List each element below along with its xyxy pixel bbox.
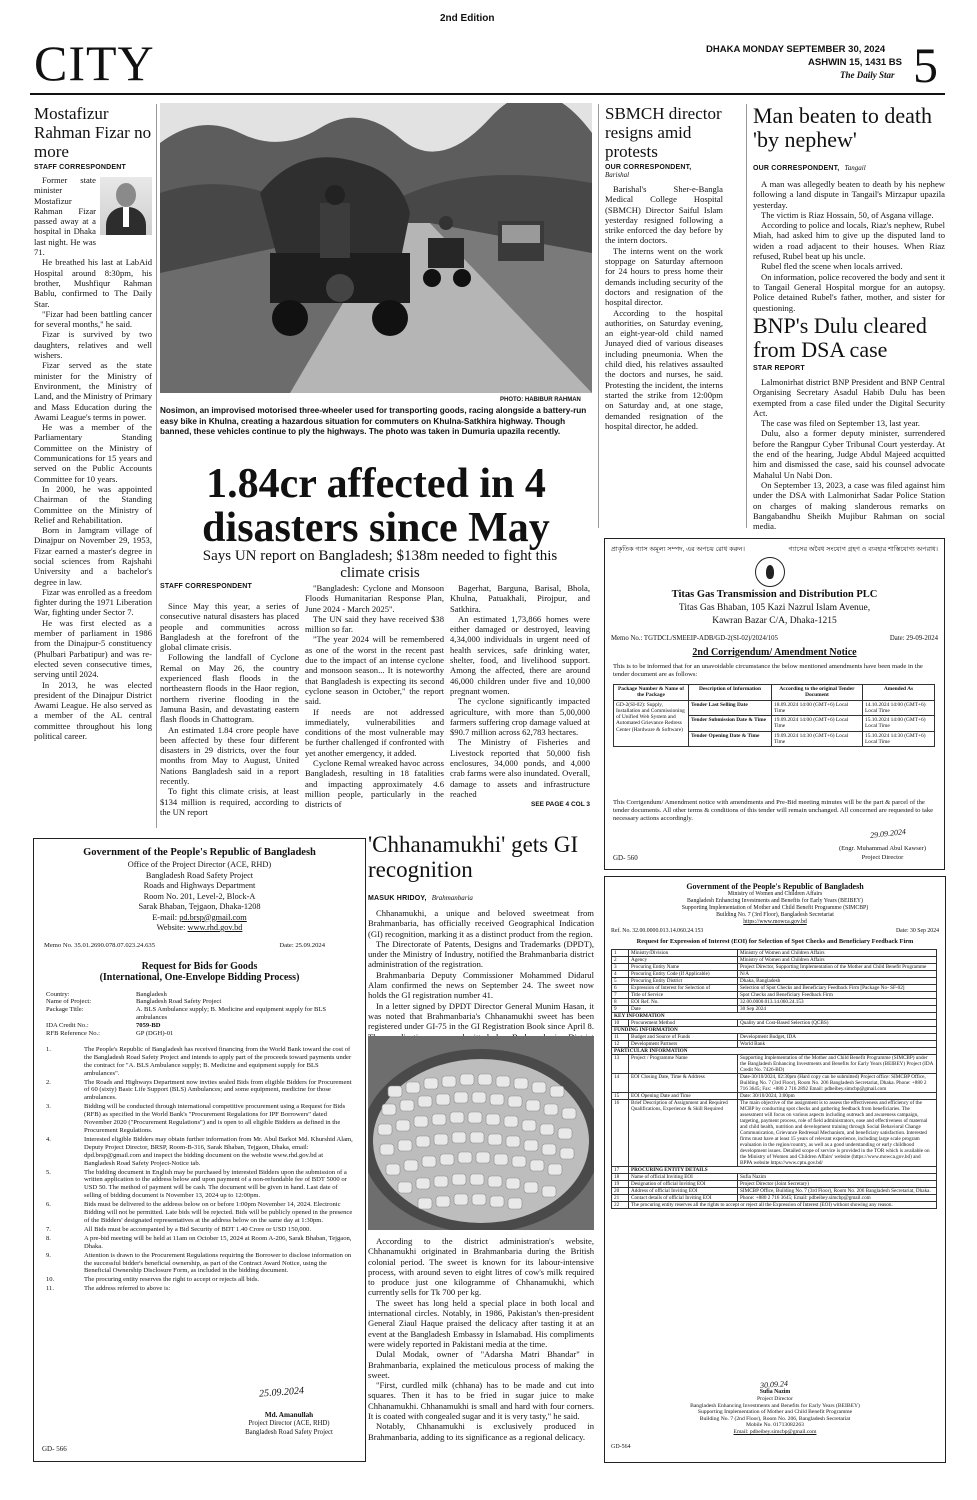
disasters-para: The UN said they have received $38 million so far. [305, 613, 444, 635]
row-label: Procuring Entity District [629, 978, 738, 985]
rhd-web-label: Website: [156, 923, 186, 932]
titas-intro: This is to be informed that for an unavoidable circumstance the below mentioned amendments have been made in the tender document are as follows: [613, 663, 923, 678]
list-item: 9. Attention is drawn to the Procurement Regulations requiring the Borrower to disclose information on the successful bidder's beneficial ownership, as part of the Contract Award Notice, using the Beneficial Ownership Disclosure Form, as included in the bidding document. [46, 1251, 352, 1275]
table-row [612, 957, 937, 964]
chhana-para: "First, curdled milk (chhana) has to be made and cut into squares. Then it has to be fried in sugar juice to make Chhanamukhi. Chhanamukhi is small and hard with four corners. It is coated with congealed sugar and it is very tasty," he said. [368, 1380, 594, 1422]
table-section-row [612, 1027, 937, 1034]
obit-body [34, 175, 152, 741]
obit-lead: Former state minister Mostafizur Rahman Fizar passed away at a hospital in Dhaka last night. He was 71. [34, 175, 96, 258]
table-cell: 14.10.2024 14:00 (GMT+6) Local Time [863, 700, 935, 716]
obit-para: Fizar served as the state minister for the Ministry of Environment, the Ministry of Land, and the Ministry of Primary and Mass Education during the Awami League's terms in power. [34, 360, 152, 422]
row-number: 14 [612, 1074, 629, 1093]
row-label: Project / Programme Name [629, 1055, 738, 1074]
eoi-address-line: Supporting Implementation of Mother and Child Benefit Programme (SIMCBP) [681, 905, 869, 911]
row-number: 10 [612, 1020, 629, 1027]
eoi-signer-block [645, 1396, 905, 1436]
dulu-body [753, 377, 945, 531]
obit-byline: STAFF CORRESPONDENT [34, 164, 126, 171]
table-row [612, 999, 937, 1006]
edition-label: 2nd Edition [440, 13, 495, 24]
rhd-email-label: E-mail: [152, 912, 178, 922]
field-label: Name of Project: [46, 998, 92, 1006]
row-label: Procurement Method [629, 1020, 738, 1027]
titas-address-2: Kawran Bazar C/A, Dhaka-1215 [712, 616, 837, 626]
row-number: 3 [612, 964, 629, 971]
eoi-gov: Government of the People's Republic of Bangladesh [686, 882, 864, 891]
row-number: 16 [612, 1100, 629, 1167]
row-value: N/A [738, 971, 937, 978]
eoi-date: Date: 30 Sep 2024 [896, 928, 939, 934]
table-row [612, 1034, 937, 1041]
rhd-field [46, 991, 353, 999]
row-number: 19 [612, 1181, 629, 1188]
eoi-title: Request for Expression of Interest (EOI) for Selection of Spot Checks and Beneficiary Feedback Firm [636, 938, 914, 945]
row-number: 9 [612, 1006, 629, 1013]
chhana-para: In a letter signed by DPDT Director General Munim Hasan, it was noted that Brahmanbaria's Chhanamukhi sweet has been registered under GI-75 in the GI Registration Book since April 8. [368, 1000, 594, 1032]
rhd-bid-notice [33, 838, 366, 1462]
rhd-signer-org: Bangladesh Road Safety Project [245, 1429, 333, 1436]
rhd-items [34, 1038, 365, 1293]
chhana-place: Brahmanbaria [431, 894, 473, 902]
table-row [612, 1188, 937, 1195]
eoi-sign-date: 30.09.24 [759, 1379, 789, 1390]
eoi-signer-line: Building No. 7 (2nd Floor), Room No. 206, Bangladesh Secretariat [699, 1415, 851, 1422]
list-item: 4. Interested eligible Bidders may obtain further information from Mr. Abul Barkot Md. Khurshid Alam, Deputy Project Director, BRSP, Room-B-316, Sarak Bhaban, Tejgaon, Dhaka, email: dpd.brsp@gmail.com and inspect the bidding document on the website www.rhd.gov.bd at Bangladesh Road Safety Project-Notice tab. [46, 1135, 353, 1167]
list-item: 11. The address referred to above is: [46, 1285, 171, 1293]
row-number: 12 [612, 1041, 629, 1048]
row-number: 1 [612, 950, 629, 957]
sbmch-article [605, 104, 723, 431]
eoi-address [605, 891, 945, 926]
disasters-para: Cyclone Remal wreaked havoc across Bangladesh, resulting in 18 fatalities and impacting approximately 4.6 million people, particularly in the districts of [305, 758, 444, 810]
row-value: SIMCBP Office, Building No. 7 (3rd Floor), Room No. 206 Bangladesh Secretariat, Dhaka. [738, 1188, 937, 1195]
eoi-signer-line: Supporting Implementation of Mother and Child Benefit Programme [697, 1409, 853, 1416]
road-scene-illustration [160, 103, 592, 393]
chhana-article [368, 832, 594, 1052]
row-number: 21 [612, 1195, 629, 1202]
obit-para: Born in Jamgram village of Dinajpur on November 29, 1953, Fizar earned a master's degree in social sciences from Rajshahi University and a bachelor's degree in law. [34, 525, 152, 587]
table-row [612, 1174, 937, 1181]
disasters-subhead: Says UN report on Bangladesh; $138m needed to fight this climate crisis [202, 548, 558, 581]
eoi-address-line: Building No. 7 (3rd Floor), Bangladesh Secretariat [716, 912, 834, 918]
row-value: Date-30/10/2024, 02:30pm (Hard copy can be submitted) Project office: SIMCBP Office, Building No. 7 (3rd Floor), Room No. 206 Bangladesh Secretariat, Dhaka. Phone: +880 2 716 3645; Fax: +880 2 716 2892 Email: pdbeibey.simcbp@gmail.com [738, 1074, 937, 1093]
obit-para: He was first elected as a member of parliament in 1986 from the Dinajpur-5 constituency (Phulbari Parbatipur) and was re-elected seven consecutive times, serving until 2024. [34, 617, 152, 680]
disasters-byline: STAFF CORRESPONDENT [160, 583, 252, 590]
chhana-para: Notably, Chhanamukhi is exclusively produced in Brahmanbaria, adding to its significance as a regional delicacy. [368, 1421, 594, 1442]
table-cell: 15.10.2024 14:30 (GMT+6) Local Time [863, 731, 935, 747]
field-label: RFB Reference No.: [46, 1030, 101, 1038]
rhd-gov: Government of the People's Republic of Bangladesh [83, 847, 316, 858]
bangla-date: ASHWIN 15, 1431 BS [808, 57, 902, 68]
column-rule [746, 104, 747, 528]
rhd-date: Date: 25.09.2024 [279, 941, 325, 949]
beaten-article [753, 104, 945, 313]
chhana-para: Brahmanbaria Deputy Commissioner Mohammed Didarul Alam confirmed the news on September 24. The sweet now holds the GI registration number 41. [368, 969, 594, 1001]
disasters-para: The cyclone significantly impacted agriculture, with more than 5,00,000 farmers suffering crop damage valued at $90.7 million across 62,783 hectares. [450, 696, 590, 738]
row-number: 17 [612, 1167, 629, 1174]
titas-memo: Memo No.: TGTDCL/SMEEIP-ADB/GD-2(SI-02)/2024/105 [611, 635, 778, 642]
table-row [612, 1020, 937, 1027]
rhd-address [34, 860, 365, 934]
table-cell: Tender Opening Date & Time [689, 731, 772, 747]
disasters-para: The Ministry of Fisheries and Livestock reported that 50,000 fish enclosures, 34,000 ponds, and 4,000 crab farms were also inundated. Overall, damage to assets and infrastructure reached [450, 737, 590, 799]
disasters-para: Bagerhat, Barguna, Barisal, Bhola, Khulna, Patuakhali, Pirojpur, and Satkhira. [450, 583, 590, 614]
rhd-title: Request for Bids for Goods [141, 960, 258, 972]
row-label: Contact details of official Inviting EOI [629, 1195, 738, 1202]
titas-signer: (Engr. Muhammad Abul Kawser) [838, 845, 926, 852]
dateline: DHAKA MONDAY SEPTEMBER 30, 2024 [706, 44, 886, 55]
disasters-para: An estimated 1.84 crore people have been affected by these four different disasters in 29 districts, over the four months from May to August, United Nations Bangladesh said in a report recently. [160, 724, 299, 787]
chhana-para: The sweet has long held a special place in both local and international circles. Notably, in 1986, Pakistan's then-president General Ziaul Haque praised the delicacy after tasting it at an event at the Bangladesh Embassy in Islamabad. His compliments were widely reported in Pakistani media at the time. [368, 1297, 594, 1349]
titas-sign-date: 29.09.2024 [869, 827, 907, 840]
titas-signature [870, 827, 907, 840]
rhd-field [46, 1022, 353, 1030]
chhana-para: Chhanamukhi, a unique and beloved sweetmeat from Brahmanbaria, has officially received Geographical Indication (GI) recognition, marking it as a distinct product from the region. [368, 908, 594, 939]
rhd-field [46, 998, 353, 1006]
row-label: Designation of official Inviting EOI [629, 1181, 738, 1188]
titas-slogan-left: প্রাকৃতিক গ্যাস অমূল্য সম্পদ, এর অপচয় রোধ করুন। [611, 546, 745, 553]
obit-para: He was a member of the Parliamentary Standing Committee on the Ministry of Communications for 15 years and served on the Public Accounts Committee for 10 years. [34, 422, 152, 484]
beaten-para: A man was allegedly beaten to death by his nephew following a land dispute in Tangail's Mirzapur upazila yesterday. [753, 179, 945, 210]
titas-slogan-right: গ্যাসের অবৈধ সংযোগ গ্রহণ ও ব্যবহার শাস্তিযোগ্য অপরাধ। [788, 546, 938, 553]
list-item: 6. Bids must be delivered to the address below on or before 1:00pm November 14, 2024. Electronic Bidding will not be permitted. Late bids will be rejected. Bids will be publicly opened in the presence of the Bidders' designated representatives at the address below on the same day at 1:30pm. [46, 1201, 353, 1224]
obit-headline: Mostafizur Rahman Fizar no more [34, 104, 152, 161]
row-value: Project Director (Joint Secretary) [738, 1181, 937, 1188]
row-value: 32.00.0000.013.14.060.24.153 [738, 999, 937, 1006]
obit-para: Fizar is survived by two daughters, relatives and well wishers. [34, 329, 152, 361]
column-rule [598, 104, 599, 528]
row-label: The procuring entity reserves all the rights to accept or reject all the Expression of Interest (EOI) without showing any reason. [629, 1202, 937, 1209]
row-number: 13 [612, 1055, 629, 1074]
row-value: Development Budget, IDA [738, 1034, 937, 1041]
row-value: Ministry of Women and Children Affairs [738, 957, 937, 964]
table-header: Description of Information [689, 685, 772, 701]
beaten-body [753, 179, 945, 313]
titas-address-1: Titas Gas Bhaban, 105 Kazi Nazrul Islam Avenue, [678, 603, 871, 613]
beaten-para: Rubel fled the scene when locals arrived. [761, 261, 903, 272]
row-number: 5 [612, 978, 629, 985]
row-value: Supporting Implementation of the Mother and Child Benefit Programme (SIMCBP) under the Bangladesh Enhancing Investments and Benefits for Early Years (BEIBEY) Project (IDA Credit No. 7426-BD) [738, 1055, 937, 1074]
row-number: 6 [612, 985, 629, 992]
rhd-sign-date: 25.09.2024 [258, 1385, 305, 1400]
chhana-body-continued [368, 1236, 594, 1442]
row-label: Brief Description of Assignment and Required Qualifications, Experience & Skill Required [629, 1100, 738, 1167]
disasters-col1 [160, 601, 299, 817]
row-label: Expression of Interest for Selection of [629, 985, 738, 992]
dulu-para: Lalmonirhat district BNP President and BNP Central Organising Secretary Asadul Habib Dulu has been exempted from a case filed under the Digital Security Act. [753, 377, 945, 418]
rhd-fields [34, 983, 365, 1038]
row-number: 4 [612, 971, 629, 978]
beaten-headline: Man beaten to death 'by nephew' [753, 103, 932, 152]
sbmch-headline: SBMCH director resigns amid protests [605, 104, 722, 161]
section-label: KEY INFORMATION [612, 1013, 937, 1020]
disasters-para: Following the landfall of Cyclone Remal on May 26, the country experienced flash floods in the northeastern floods in the Haor region, northern riverine flooding in the Jamuna Basin, and devastating eastern flash floods in Chattogram. [160, 652, 299, 725]
obit-para: In 2000, he was appointed Chairman of the Standing Committee on the Ministry of Relief and Rehabilitation. [34, 483, 152, 525]
dulu-para: The case was filed on September 13, last year. [761, 418, 920, 429]
jump-line[interactable]: SEE PAGE 4 COL 3 [530, 801, 590, 809]
list-item: 7. All Bids must be accompanied by a Bid Security of BDT 1.40 Crore or USD 150,000. [46, 1225, 311, 1233]
table-row [612, 1181, 937, 1188]
disasters-para: Since May this year, a series of consecutive natural disasters has placed people and communities across Bangladesh at the forefront of the global climate crisis. [160, 601, 299, 653]
disasters-col3 [450, 583, 590, 811]
dulu-article [753, 314, 945, 531]
eoi-notice [604, 876, 946, 1463]
row-label: PROCURING ENTITY DETAILS [629, 1167, 937, 1174]
table-header: According to the original Tender Document [772, 685, 863, 701]
section-title: CITY [34, 35, 155, 91]
disasters-para: If needs are not addressed immediately, vulnerabilities and conditions of the most vulnerable may be further challenged if confronted with yet another emergency, it added. [305, 706, 444, 758]
field-value: Bangladesh Road Safety Project [136, 998, 222, 1006]
sweets-illustration [368, 1036, 594, 1230]
titas-amendment-table [613, 684, 935, 747]
rhd-address-line: Sarak Bhaban, Tejgaon, Dhaka-1208 [138, 902, 261, 911]
chhana-para: The Directorate of Patents, Designs and Trademarks (DPDT), under the Ministry of Industry, notified the Brahmanbaria district administration of the registration. [368, 938, 594, 970]
row-label: Budget and Source of Funds [629, 1034, 738, 1041]
disasters-para: "The year 2024 will be remembered as one of the worst in the recent past due to the impact of an intense cyclone and monsoon season... It is noteworthy that Bangladesh is expecting its second cyclone season in October," the report said. [305, 634, 444, 707]
rhd-signer: Md. Amanullah [264, 1411, 314, 1419]
field-value: 7059-BD [136, 1022, 161, 1030]
row-label: EOI Closing Date, Time & Address [629, 1074, 738, 1093]
obit-para: In 2013, he was elected president of the Dinajpur District Awami League. He also served as a member of the AL central committee throughout his long political career. [34, 679, 152, 742]
titas-outro: This Corrigendum/ Amendment notice with amendments and Pre-Bid meeting minutes will be the part & parcel of the tender documents. All other terms & conditions of this tender will remain unchanged. All concerned are requested to take necessary actions accordingly. [613, 799, 934, 822]
disasters-col2 [305, 583, 444, 810]
table-row [612, 1093, 937, 1100]
row-value: Sufia Nazim [738, 1174, 937, 1181]
table-section-row [612, 1013, 937, 1020]
rhd-address-line: Roads and Highways Department [143, 881, 256, 890]
eoi-web-link[interactable]: https://www.mowca.gov.bd [743, 919, 807, 925]
list-item: 10. The procuring entity reserves the right to accept or rejects all bids. [46, 1276, 260, 1284]
section-label: PARTICULAR INFORMATION [612, 1048, 937, 1055]
table-row [612, 1100, 937, 1167]
rhd-code: GD- 566 [42, 1445, 67, 1453]
row-number: 7 [612, 992, 629, 999]
table-row [612, 1006, 937, 1013]
table-cell: Tender Submission Date & Time [689, 716, 772, 732]
beaten-para: According to police and locals, Riaz's nephew, Rubel Miah, had asked him to give up the disputed land to widen a road adjacent to their houses. When Riaz refused, Rubel beat up his uncle. [753, 220, 945, 262]
row-label: Address of official Inviting EOI [629, 1188, 738, 1195]
obit-para: Fizar was enrolled as a freedom fighter during the 1971 Liberation War, fighting under Sector 7. [34, 586, 152, 618]
rhd-signer-title: Project Director (ACE, RHD) [248, 1420, 330, 1427]
row-label: Name of official Inviting EOI [629, 1174, 738, 1181]
package-cell: GD-2(SI-02): Supply, Installation and Commissioning of Unified Web System and Automated Grievance Redress Center (Hardware & Software) [614, 700, 689, 747]
row-number: 20 [612, 1188, 629, 1195]
list-item: 3. Bidding will be conducted through international competitive procurement using a Request for Bids (RFB) as specified in the World Bank's "Procurement Regulations for IPF Borrowers" dated November 2020 ("Procurement Regulations") and is open to all eligible Bidders as defined in the Procurement Regulations. [46, 1103, 346, 1134]
titas-date: Date: 29-09-2024 [889, 635, 938, 642]
obit-portrait [100, 177, 152, 235]
list-item: 8. A pre-bid meeting will be held at 11am on October 15, 2024 at Room A-206, Sarak Bhaban, Tejgaon, Dhaka. [46, 1234, 352, 1250]
dulu-para: On September 13, 2023, a case was filed against him under the DSA with Lalmonirhat Sadar Police Station on charges of making slanderous remarks on Bangabandhu Sheikh Mujibur Rahman on social media. [753, 479, 945, 532]
table-row [612, 950, 937, 957]
rhd-web-link[interactable]: www.rhd.gov.bd [187, 923, 243, 932]
obit-article [34, 104, 152, 741]
row-number: 11 [612, 1034, 629, 1041]
sbmch-para: Barishal's Sher-e-Bangla Medical College Hospital (SBMCH) Director Saiful Islam yesterday resigned following a strike enforced the day before by the intern doctors. [605, 184, 723, 246]
rhd-address-line: Bangladesh Road Safety Project [145, 870, 254, 880]
list-item: 2. The Roads and Highways Department now invites sealed Bids from eligible Bidders for Procurement of 60 (sixty) Basic Life Support (BLS) Ambulances; and some equipment, medicine for those ambulances. [46, 1078, 352, 1102]
row-number: 22 [612, 1202, 629, 1209]
row-number: 18 [612, 1174, 629, 1181]
chhana-byline: MASUK HRIDOY, [368, 895, 427, 902]
row-value: Spot Checks and Beneficiary Feedback Firm [738, 992, 937, 999]
obit-para: He breathed his last at LabAid Hospital around 8:30pm, his brother, Mushfiqur Rahman Bablu, confirmed to The Daily Star. [34, 257, 152, 309]
row-value: Selection of Spot Checks and Beneficiary Feedback Firm [Package No- SF-02] [738, 985, 937, 992]
beaten-place: Tangail [844, 164, 866, 172]
row-number: 8 [612, 999, 629, 1006]
sbmch-body [605, 184, 723, 431]
titas-code: GD- 560 [613, 854, 638, 862]
photo-caption: Nosimon, an improvised motorised three-wheeler used for transporting goods, racing alongside a battery-run easy bike in Khulna, creating a hazardous situation for commuters on Khulna-Satkhira highway. Though banned, these vehicles continue to ply the highways. The photo was taken in Dumuria upazila recently. [160, 406, 587, 436]
list-item: 5. The bidding document in English may be purchased by interested Bidders upon the submission of a written application to the address below and upon payment of a non-refundable fee of BDT 5000 or USD 50. The method of payment will be cash. The document will be given in hand. Last date of selling of bidding document is November 13, 2024 up to 12:00pm. [46, 1168, 347, 1200]
beaten-para: The victim is Riaz Hossain, 50, of Asgana village. [761, 209, 934, 220]
row-label: EOI Opening Date and Time [629, 1093, 738, 1100]
sweets-photo [368, 1036, 594, 1230]
table-row [612, 971, 937, 978]
row-value: 30 Sep 2024 [738, 1006, 937, 1013]
table-row [614, 700, 935, 716]
row-number: 15 [612, 1093, 629, 1100]
row-label: Agency [629, 957, 738, 964]
page-number: 5 [913, 37, 938, 93]
row-value: The main objective of the assignment is to assess the effectiveness and efficiency of the MCBP by conducting spot checks and gathering feedback from beneficiaries. The assessment will focus on various aspects including outreach and awareness campaign, targeting, payment process, role of field administrators, ease and effectiveness of maternal and child health, nutrition and development training through Social Behavioral Change Communication, Grievance Redressal Mechanism, and beneficiary satisfaction. Interested firms must have at least 15 years of relevant experience, including large scale program evaluation in the region/country, as well as a good understanding or early childhood development issues. Detailed scope of service is provided in the TOR which is available on the Ministry of Women and Children Affairs' website (https://www.mowca.gov.bd) and BPPA website https://www.cptu.gov.bd/ [738, 1100, 937, 1167]
chhana-headline: 'Chhanamukhi' gets GI recognition [368, 832, 579, 882]
table-header: Package Number & Name of the Package [614, 685, 689, 701]
eoi-address-line: Bangladesh Enhancing Investments and Benefits for Early Years (BEIBEY) [687, 898, 863, 904]
field-value: GP (DGH)-01 [136, 1030, 174, 1038]
field-value: A. BLS Ambulance supply; B. Medicine and equipment supply for BLS ambulances [136, 1006, 327, 1022]
table-row [612, 985, 937, 992]
titas-title: 2nd Corrigendum/ Amendment Notice [692, 647, 857, 658]
sbmch-para: According to the hospital authorities, on Saturday evening, an eight-year-old child named Junayed died of various diseases including pneumonia. When the child died, his relatives assaulted the doctors and nurses, he said. Protesting the incident, the interns started the strike from 12:00pm on Saturday and, at one stage, demanded resignation of the hospital director, he added. [605, 307, 723, 431]
field-label: Country: [46, 990, 70, 998]
dulu-headline: BNP's Dulu cleared from DSA case [753, 313, 927, 362]
table-cell: 19.09.2024 14:00 (GMT+6) Local Time [772, 716, 863, 732]
field-value: Bangladesh [136, 990, 167, 998]
field-label: Package Title: [46, 1006, 84, 1014]
eoi-signer-line: Email: pdbeibey.simcbp@gmail.com [733, 1428, 817, 1435]
row-value: Dhaka, Bangladesh [738, 978, 937, 985]
rhd-signature [259, 1385, 305, 1399]
table-cell: 15.10.2024 14:00 (GMT+6) Local Time [863, 716, 935, 732]
table-row [612, 992, 937, 999]
table-cell: Tender Last Selling Date [689, 700, 772, 716]
section-label: FUNDING INFORMATION [612, 1027, 937, 1034]
row-label: Date [629, 1006, 738, 1013]
rhd-subtitle: (International, One-Envelope Bidding Process) [99, 971, 300, 983]
table-row [612, 1055, 937, 1074]
disasters-para: "Bangladesh: Cyclone and Monsoon Floods Humanitarian Response Plan, June 2024 - March 2025". [305, 583, 444, 614]
table-cell: 19.09.2024 14:30 (GMT+6) Local Time [772, 731, 863, 747]
column-rule [156, 104, 157, 828]
paper-name: The Daily Star [840, 70, 895, 80]
titas-notice [604, 538, 945, 870]
table-row [612, 978, 937, 985]
row-number: 2 [612, 957, 629, 964]
row-label: EOI Ref. No. [629, 999, 738, 1006]
rhd-field [46, 1030, 353, 1038]
eoi-signer-line: Project Director [757, 1396, 793, 1402]
table-row [612, 1074, 937, 1093]
rhd-memo: Memo No. 35.01.2690.078.07.023.24.635 [44, 941, 155, 949]
row-label: Procuring Entity Code (If Applicable) [629, 971, 738, 978]
masthead-rule [30, 93, 945, 95]
table-cell: 18.09.2024 14:00 (GMT+6) Local Time [772, 700, 863, 716]
table-row [612, 1195, 937, 1202]
table-row [612, 1167, 937, 1174]
sbmch-place: Barishal [605, 171, 630, 179]
dulu-para: Dulu, also a former deputy minister, surrendered before the Rangpur Cyber Tribunal Court yesterday. At the end of the hearing, Judge Abdul Majeed acquitted him and dismissed the case, said his counsel advocate Mahalul Un Nabi Don. [753, 428, 945, 480]
eoi-signer-line: Bangladesh Enhancing Investments and Benefits for Early Years (BEIBEY) [690, 1402, 860, 1409]
chhana-para: Dulal Modak, owner of "Adarsha Matri Bhandar" in Brahmanbaria, explained the meticulous process of making the sweet. [368, 1349, 594, 1380]
row-label: Title of Service [629, 992, 738, 999]
field-label: IDA Credit No.: [46, 1022, 89, 1030]
row-value: World Bank [738, 1041, 937, 1048]
row-value: Ministry of Women and Children Affairs [738, 950, 937, 957]
dulu-byline: STAR REPORT [753, 365, 805, 372]
table-section-row [612, 1048, 937, 1055]
row-label: Procuring Entity Name [629, 964, 738, 971]
row-value: Phone: +880 2 716 3645; Email: pdbeibey.simcbp@gmail.com [738, 1195, 937, 1202]
titas-logo [755, 557, 785, 587]
disasters-headline: 1.84cr affected in 4 disasters since May [202, 461, 550, 551]
titas-signer-title: Project Director [861, 854, 904, 861]
sbmch-byline: OUR CORRESPONDENT, [605, 164, 692, 171]
row-value: Date: 30/10/2024, 3:00pm [738, 1093, 937, 1100]
rhd-address-line: Room No. 201, Level-2, Block-A [143, 891, 256, 901]
rhd-address-line: Office of the Project Director (ACE, RHD) [127, 860, 272, 869]
main-photo [160, 103, 592, 393]
table-row [612, 1041, 937, 1048]
titas-company: Titas Gas Transmission and Distribution PLC [671, 589, 878, 600]
table-header: Amended As [863, 685, 935, 701]
row-value: Quality and Cost-Based Selection (QCBS) [738, 1020, 937, 1027]
obit-para: "Fizar had been battling cancer for several months," he said. [34, 308, 152, 330]
rhd-field [46, 1006, 353, 1022]
chhana-body [368, 908, 594, 1052]
rhd-email-link[interactable]: pd.brsp@gmail.com [179, 912, 247, 922]
eoi-address-line: Ministry of Women and Children Affairs [727, 891, 823, 897]
sbmch-para: The interns went on the work stoppage on Saturday afternoon for 24 hours to press home their demands including security of the doctors and resignation of the hospital director. [605, 245, 723, 308]
row-value: Project Director, Supporting Implementation of the Mother and Child Benefit Programme [738, 964, 937, 971]
eoi-signer-line: Mobile No. 01713082263 [746, 1422, 804, 1429]
eoi-code: GD-564 [611, 1444, 631, 1450]
list-item: 1. The People's Republic of Bangladesh has received financing from the World Bank toward the cost of the Bangladesh Road Safety Project and intends to apply part of the proceeds toward payments under the contract for "A. BLS Ambulance supply; B. Medicine and equipment supply for BLS ambulances". [46, 1045, 352, 1077]
eoi-table [611, 949, 937, 1209]
eoi-ref: Ref. No. 32.00.0000.013.14.060.24.153 [611, 928, 704, 934]
photo-credit: PHOTO: HABIBUR RAHMAN [500, 397, 581, 403]
disasters-para: An estimated 1,73,866 homes were either damaged or destroyed, leaving 4,34,000 individuals in urgent need of health services, safe drinking water, shelter, food, and livelihood support. Among the affected, there are around 46,000 children under five and 10,000 pregnant women. [450, 613, 590, 696]
row-label: Ministry/Division [629, 950, 738, 957]
beaten-para: On information, police recovered the body and sent it to Tangail General Hospital morgue for an autopsy. Police detained Rubel's father, mother, and sister for questioning. [753, 271, 945, 313]
beaten-byline: OUR CORRESPONDENT, [753, 165, 840, 172]
row-label: Development Partners [629, 1041, 738, 1048]
chhana-para: According to the district administration's website, Chhanamukhi originated in Brahmanbaria during the British colonial period. The sweet is known for its labour-intensive process, with around seven to eight litres of cow's milk required to produce just one kilogramme of Chhanamukhi, which currently sells for Tk 700 per kg. [368, 1236, 594, 1298]
table-row [612, 1202, 937, 1209]
table-row [612, 964, 937, 971]
disasters-para: To fight this climate crisis, at least $134 million is required, according to the UN report [160, 786, 299, 817]
eoi-signer: Sufia Nazim [759, 1389, 791, 1395]
